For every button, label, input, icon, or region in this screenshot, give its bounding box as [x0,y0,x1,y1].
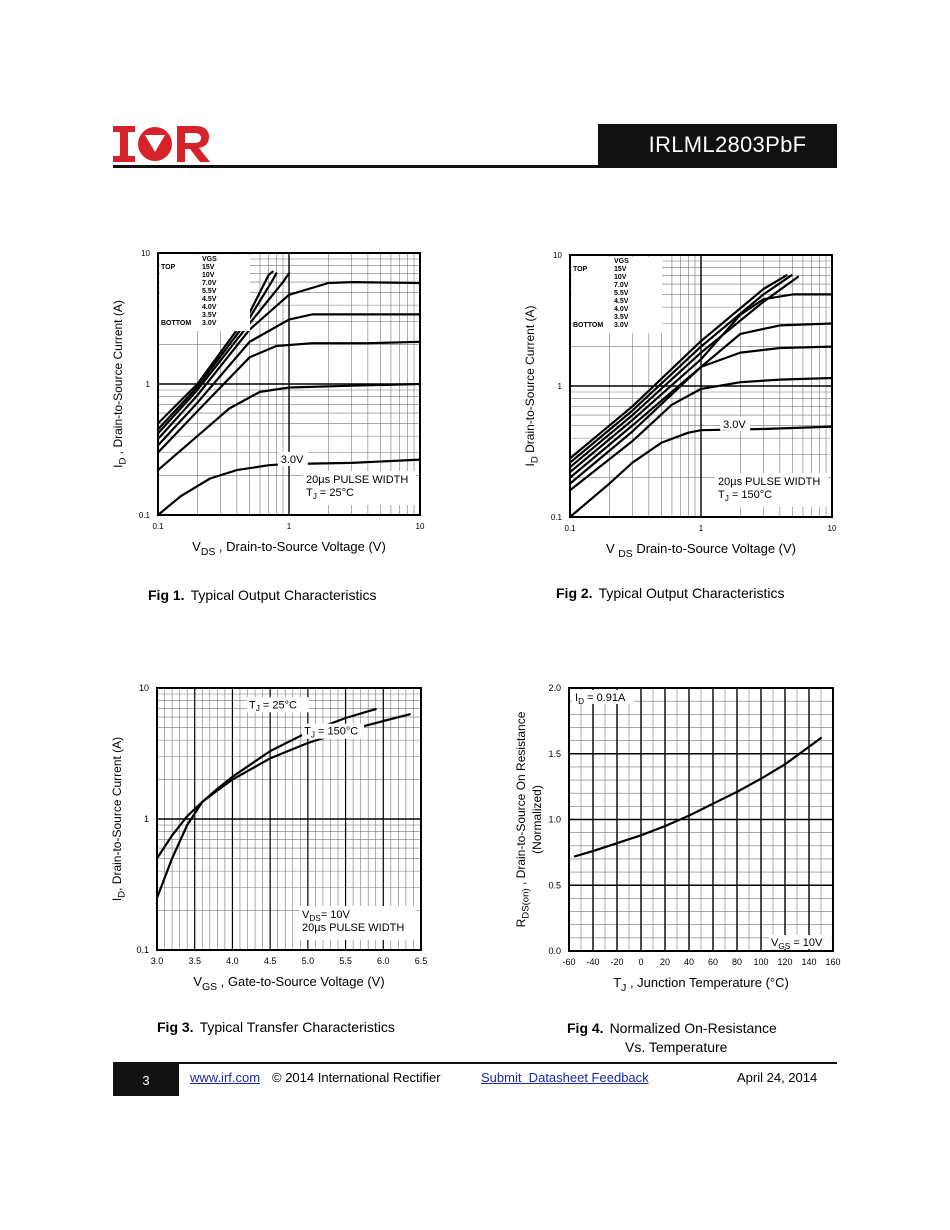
fig2-legend-entry: 7.0V [614,282,629,289]
fig3-caption-number: Fig 3. [157,1019,194,1035]
fig2-legend-entry: 4.5V [614,298,629,305]
fig1-legend [160,255,250,331]
fig2-legend-entry: 3.0V [614,322,629,329]
fig4-y-tick-label: 0.0 [548,946,561,956]
fig3-caption [157,1019,395,1035]
fig3-x-tick-label: 5.0 [301,956,315,966]
fig2-y-tick-label: 10 [553,251,562,260]
fig4-caption [567,1020,777,1036]
fig4-x-tick-label: 100 [753,957,769,967]
fig1-y-tick-label: 1 [145,380,150,389]
fig1-x-axis-label: $V_{DS}$ , Drain-to-Source Voltage (V) [192,539,386,558]
fig4-x-tick-label: -20 [610,957,624,967]
fig4-grid [569,688,833,951]
fig3-y-tick-label: 1 [143,814,149,824]
fig3-x-tick-label: 6.0 [377,956,390,966]
fig2-y-tick-label: 0.1 [550,513,562,522]
fig4-x-tick-label: 120 [777,957,793,967]
fig3-annotation-0: $T_J = 25^\circ C$ [249,699,298,714]
fig2-legend-entry: 4.0V [614,306,629,313]
part-number: IRLML2803PbF [648,132,807,157]
fig1-caption [148,587,377,603]
fig4-y-tick-label: 2.0 [548,683,561,693]
fig4-bottom-note: $V_{GS} = 10V$ [771,937,823,951]
fig1-legend-entry: 10V [202,272,215,279]
fig1-legend-entry: 4.5V [202,296,217,303]
fig4-y-tick-label: 1.0 [548,814,561,825]
fig1-legend-top-word: TOP [161,264,176,271]
fig2-y-axis-label: $I_D$ Drain-to-Source Current (A) [523,305,541,467]
fig3-x-tick-label: 4.0 [226,956,239,966]
fig3-caption-text: Typical Transfer Characteristics [199,1019,395,1035]
fig2-legend [572,257,662,333]
fig4-caption-line2: Vs. Temperature [625,1039,728,1055]
fig2-output-characteristics-chart [512,240,852,570]
fig3-x-tick-label: 6.5 [414,956,428,966]
fig1-y-tick-label: 0.1 [138,511,150,520]
fig4-normalized-on-resistance-chart [505,675,850,1005]
fig2-legend-header: VGS [614,258,629,265]
fig2-x-axis-label: V $_{DS}$ Drain-to-Source Voltage (V) [605,541,797,560]
fig4-x-tick-label: 160 [825,957,841,967]
fig2-legend-entry: 10V [614,274,627,281]
fig1-legend-entry: 4.0V [202,304,217,311]
fig3-x-tick-label: 4.5 [263,956,277,966]
fig4-caption-number: Fig 4. [567,1020,604,1036]
fig3-annotation-1: $T_J = 150^\circ C$ [304,725,359,740]
fig1-legend-entry: 3.5V [202,312,217,319]
fig2-note-line-0: 20µs PULSE WIDTH [718,476,821,488]
fig1-caption-number: Fig 1. [148,587,185,603]
fig4-x-tick-label: 80 [731,957,743,967]
fig1-x-tick-label: 1 [286,522,292,531]
fig3-note-line-1: 20µs PULSE WIDTH [302,922,405,934]
fig4-x-tick-label: 60 [707,957,719,967]
fig2-legend-entry: 15V [614,266,627,273]
fig2-y-tick-label: 1 [557,382,562,391]
fig4-y-tick-label: 1.5 [548,748,561,759]
footer-date: April 24, 2014 [737,1070,818,1085]
fig4-x-tick-label: -60 [562,957,576,967]
part-number-banner [598,124,837,166]
fig1-legend-entry: 5.5V [202,288,217,295]
fig2-x-tick-label: 1 [698,524,704,533]
fig2-x-tick-label: 10 [827,524,837,533]
fig1-curve-label: 3.0V [280,453,304,466]
fig3-x-tick-label: 5.5 [339,956,352,966]
footer-rule [113,1062,837,1064]
fig3-x-tick-label: 3.0 [150,956,164,966]
fig3-x-tick-label: 3.5 [188,956,201,966]
fig4-series-line-0 [575,738,821,856]
fig1-output-characteristics-chart [100,240,440,570]
fig4-x-tick-label: 40 [683,957,695,967]
feedback-link[interactable]: Submit Datasheet Feedback [481,1070,649,1085]
fig2-caption [556,585,785,601]
fig4-x-tick-label: 140 [801,957,817,967]
fig1-caption-text: Typical Output Characteristics [190,587,377,603]
fig3-transfer-characteristics-chart [100,675,440,1005]
fig1-legend-entry: 15V [202,264,215,271]
fig2-curve-label: 3.0V [723,418,746,431]
company-logo [113,124,213,164]
fig4-y-axis-label-line2: (Normalized) [530,785,544,854]
page-number: 3 [113,1064,179,1096]
header-rule [113,165,837,168]
fig1-x-tick-label: 10 [415,522,425,531]
fig1-x-tick-label: 0.1 [152,522,164,531]
website-link[interactable]: www.irf.com [190,1070,261,1085]
fig3-y-axis-label: $I_D$, Drain-to-Source Current (A) [110,736,128,902]
fig1-legend-bottom-word: BOTTOM [161,320,192,327]
fig4-y-tick-label: 0.5 [548,880,561,891]
fig4-y-axis-label: $R_{DS(on)}$ , Drain-to-Source On Resistance [514,711,532,928]
fig4-x-tick-label: 0 [638,957,644,967]
fig4-caption-text: Normalized On-Resistance [609,1020,777,1036]
fig3-x-axis-label: $V_{GS}$ , Gate-to-Source Voltage (V) [193,974,385,993]
fig4-top-note: $I_D = 0.91A$ [575,692,626,706]
fig2-note-line-1: $T_J = 150^\circ C$ [718,489,773,503]
fig2-legend-entry: 5.5V [614,290,629,297]
fig1-y-tick-label: 10 [141,249,150,258]
copyright-text: © 2014 International Rectifier [272,1070,441,1085]
fig3-note-line-0: $V_{DS}= 10V$ [302,909,350,923]
fig1-note-line-0: 20µs PULSE WIDTH [306,474,409,486]
fig1-note-line-1: $T_J = 25^\circ C$ [306,487,354,501]
fig1-legend-header: VGS [202,256,217,263]
fig3-y-tick-label: 0.1 [136,945,149,955]
fig4-x-tick-label: -40 [586,957,600,967]
fig4-x-tick-label: 20 [659,957,671,967]
fig2-x-tick-label: 0.1 [564,524,576,533]
fig2-legend-top-word: TOP [573,266,588,273]
fig2-legend-entry: 3.5V [614,314,629,321]
fig1-legend-entry: 3.0V [202,320,217,327]
fig3-y-tick-label: 10 [138,683,149,693]
fig2-caption-number: Fig 2. [556,585,593,601]
fig1-legend-entry: 7.0V [202,280,217,287]
fig1-y-axis-label: $I_D$ , Drain-to-Source Current (A) [111,300,129,468]
fig2-caption-text: Typical Output Characteristics [598,585,785,601]
fig2-legend-bottom-word: BOTTOM [573,322,604,329]
fig4-x-axis-label: $T_J$ , Junction Temperature (°C) [613,975,789,994]
